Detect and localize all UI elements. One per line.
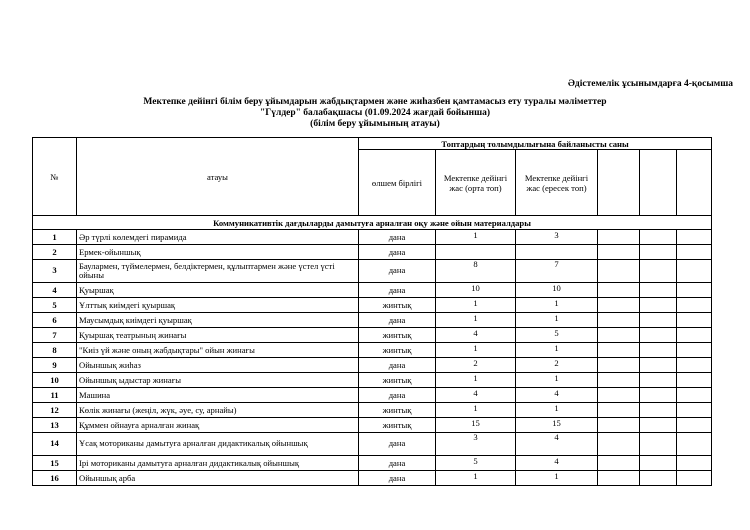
row-empty-cell [598,456,640,471]
table-row [33,358,712,373]
row-name: Ірі моториканы дамытуға арналған дидактикалық ойыншық [77,456,359,471]
row-senior-count: 3 [516,230,598,245]
row-empty-cell [640,403,677,418]
row-unit: жинтық [359,373,436,388]
row-empty-cell [598,298,640,313]
row-unit: дана [359,358,436,373]
row-name: Ойыншық жиhаз [77,358,359,373]
row-middle-count: 1 [436,343,516,358]
header-name: атауы [77,138,359,216]
row-empty-cell [677,358,712,373]
row-middle-count: 1 [436,313,516,328]
row-middle-count: 1 [436,471,516,486]
row-name: Ұсақ моториканы дамытуға арналған дидактикалық ойыншық [77,433,359,456]
row-empty-cell [677,471,712,486]
row-middle-count: 4 [436,328,516,343]
row-empty-cell [640,230,677,245]
row-number: 5 [33,298,77,313]
row-name: Маусымдық киімдегі қуыршақ [77,313,359,328]
table-row [33,298,712,313]
header-num: № [33,138,77,216]
row-empty-cell [598,328,640,343]
row-empty-cell [677,418,712,433]
row-empty-cell [598,283,640,298]
row-unit: дана [359,388,436,403]
header-senior-group: Мектепке дейінгі жас (ересек топ) [516,150,598,216]
row-number: 7 [33,328,77,343]
row-senior-count: 1 [516,373,598,388]
row-unit: жинтық [359,343,436,358]
row-number: 10 [33,373,77,388]
table-row [33,328,712,343]
row-unit: дана [359,245,436,260]
row-middle-count: 1 [436,230,516,245]
row-name: Қуыршақ театрының жинағы [77,328,359,343]
row-number: 13 [33,418,77,433]
document-title [0,97,750,130]
row-empty-cell [598,418,640,433]
row-number: 14 [33,433,77,456]
row-unit: жинтық [359,328,436,343]
row-empty-cell [640,388,677,403]
row-name: Әр түрлі көлемдегі пирамида [77,230,359,245]
row-empty-cell [640,418,677,433]
row-number: 6 [33,313,77,328]
row-unit: дана [359,471,436,486]
row-empty-cell [598,245,640,260]
row-name: Ұлттық киімдегі қуыршақ [77,298,359,313]
row-number: 9 [33,358,77,373]
row-name: Ойыншық ыдыстар жинағы [77,373,359,388]
row-senior-count: 15 [516,418,598,433]
row-empty-cell [677,343,712,358]
row-number: 11 [33,388,77,403]
row-name: "Киіз үй және оның жабдықтары" ойын жинағы [77,343,359,358]
row-senior-count: 1 [516,298,598,313]
row-middle-count: 15 [436,418,516,433]
row-empty-cell [598,358,640,373]
row-unit: дана [359,313,436,328]
row-empty-cell [640,343,677,358]
row-senior-count: 5 [516,328,598,343]
row-empty-cell [640,433,677,456]
row-empty-cell [640,456,677,471]
row-middle-count [436,245,516,260]
row-empty-cell [677,433,712,456]
row-unit: дана [359,433,436,456]
row-number: 4 [33,283,77,298]
title-line-1: Мектепке дейінгі білім беру ұйымдарын жабдықтармен және жиһазбен қамтамасыз ету туралы мәліметтер [143,97,607,107]
row-senior-count: 7 [516,260,598,283]
row-senior-count: 4 [516,388,598,403]
row-empty-cell [598,388,640,403]
row-empty-cell [640,260,677,283]
table-row [33,373,712,388]
row-unit: дана [359,260,436,283]
row-senior-count: 4 [516,456,598,471]
row-name: Машина [77,388,359,403]
row-middle-count: 1 [436,373,516,388]
row-empty-cell [598,433,640,456]
row-empty-cell [598,343,640,358]
row-number: 3 [33,260,77,283]
row-empty-cell [677,298,712,313]
row-empty-cell [677,403,712,418]
row-number: 8 [33,343,77,358]
row-empty-cell [640,328,677,343]
row-name: Баулармен, түймелермен, белдіктермен, құлыптармен және үстел үсті ойыны [77,260,359,283]
row-unit: дана [359,283,436,298]
row-empty-cell [677,283,712,298]
row-name: Құммен ойнауға арналған жинақ [77,418,359,433]
row-empty-cell [640,298,677,313]
title-line-2: "Гүлдер" балабақшасы (01.09.2024 жағдай бойынша) [259,108,491,118]
row-empty-cell [598,313,640,328]
row-middle-count: 1 [436,298,516,313]
row-empty-cell [677,373,712,388]
row-middle-count: 10 [436,283,516,298]
row-empty-cell [598,403,640,418]
row-middle-count: 4 [436,388,516,403]
row-unit: жинтық [359,298,436,313]
row-empty-cell [677,245,712,260]
equipment-table [32,137,712,486]
row-middle-count: 2 [436,358,516,373]
table-row [33,260,712,283]
row-name: Ойыншық арба [77,471,359,486]
row-empty-cell [677,260,712,283]
table-row [33,313,712,328]
row-senior-count: 4 [516,433,598,456]
row-middle-count: 8 [436,260,516,283]
row-empty-cell [677,230,712,245]
row-middle-count: 1 [436,403,516,418]
row-middle-count: 3 [436,433,516,456]
row-empty-cell [640,358,677,373]
row-unit: жинтық [359,418,436,433]
row-empty-cell [598,471,640,486]
row-empty-cell [640,373,677,388]
row-senior-count: 10 [516,283,598,298]
row-empty-cell [640,471,677,486]
section-title: Коммуникативтік дағдыларды дамытуға арналған оқу және ойын материалдары [33,216,712,230]
row-empty-cell [640,313,677,328]
table-row [33,418,712,433]
table-row [33,230,712,245]
header-empty-1 [598,150,640,216]
row-empty-cell [640,245,677,260]
table-row [33,456,712,471]
row-middle-count: 5 [436,456,516,471]
table-row [33,245,712,260]
header-group-count: Топтардың толымдылығына байланысты саны [359,138,712,150]
header-empty-3 [677,150,712,216]
title-line-3: (білім беру ұйымының атауы) [310,119,440,129]
row-senior-count: 1 [516,313,598,328]
row-empty-cell [677,313,712,328]
row-unit: дана [359,230,436,245]
row-empty-cell [677,328,712,343]
row-number: 2 [33,245,77,260]
table-row [33,471,712,486]
row-number: 1 [33,230,77,245]
table-row [33,433,712,456]
row-empty-cell [677,388,712,403]
appendix-label: Әдістемелік ұсынымдарға 4-қосымша [567,79,733,89]
table-row [33,388,712,403]
header-empty-2 [640,150,677,216]
row-unit: дана [359,456,436,471]
row-senior-count [516,245,598,260]
row-empty-cell [598,260,640,283]
row-senior-count: 1 [516,343,598,358]
row-name: Қуыршақ [77,283,359,298]
row-unit: жинтық [359,403,436,418]
row-name: Көлік жинағы (жеңіл, жүк, әуе, су, арнайы) [77,403,359,418]
row-name: Ермек-ойыншық [77,245,359,260]
row-number: 15 [33,456,77,471]
row-senior-count: 1 [516,403,598,418]
row-senior-count: 1 [516,471,598,486]
row-senior-count: 2 [516,358,598,373]
row-empty-cell [640,283,677,298]
row-number: 16 [33,471,77,486]
row-number: 12 [33,403,77,418]
table-row [33,403,712,418]
header-middle-group: Мектепке дейінгі жас (орта топ) [436,150,516,216]
header-unit: өлшем бірлігі [359,150,436,216]
row-empty-cell [598,373,640,388]
row-empty-cell [598,230,640,245]
row-empty-cell [677,456,712,471]
table-row [33,283,712,298]
table-row [33,343,712,358]
